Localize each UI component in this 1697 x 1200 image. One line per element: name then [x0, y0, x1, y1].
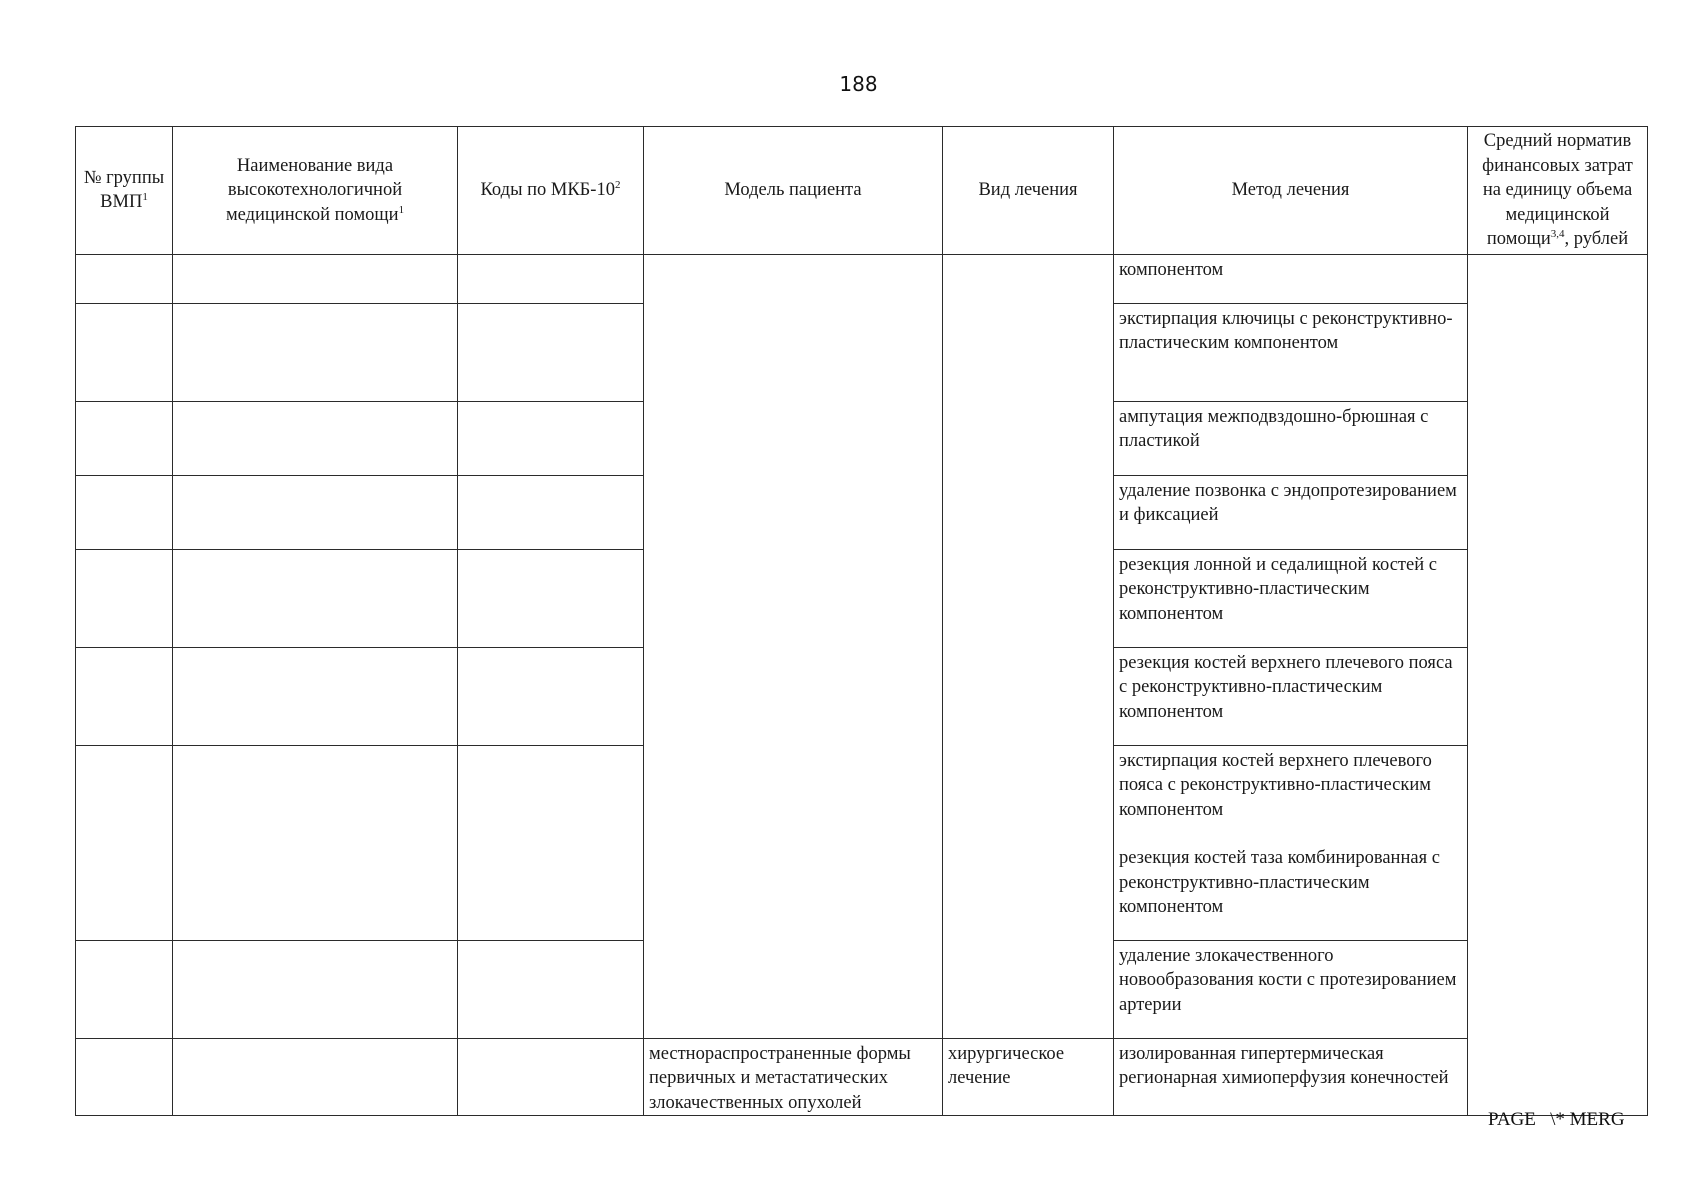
cell-group-no	[76, 1038, 173, 1116]
cell-vmp-name	[173, 745, 458, 940]
page-number: 188	[839, 72, 878, 96]
cell-group-no	[76, 647, 173, 745]
cell-icd-codes	[458, 940, 644, 1038]
vmp-table	[75, 126, 1648, 1116]
page-merge-field: PAGE \* MERG	[1488, 1109, 1625, 1130]
cell-treatment-type	[943, 254, 1114, 1038]
cell-treatment-method	[1114, 745, 1468, 940]
cell-patient-model	[644, 254, 943, 1038]
cell-group-no	[76, 401, 173, 475]
cell-group-no	[76, 475, 173, 549]
cell-vmp-name	[173, 254, 458, 303]
header-patient-model: Модель пациента	[644, 127, 943, 255]
cell-vmp-name	[173, 549, 458, 647]
cell-icd-codes	[458, 401, 644, 475]
method-text: резекция костей таза комбинированная с реконструктивно-пластическим компонентом	[1119, 848, 1440, 917]
header-cost-norm: Средний норматив финансовых затрат на единицу объема медицинской помощи$^{3,4}$, рублей	[1468, 127, 1648, 255]
cell-patient-model: местнораспространенные формы первичных и метастатических злокачественных опухолей	[644, 1038, 943, 1116]
cell-icd-codes	[458, 1038, 644, 1116]
cell-treatment-method: удаление позвонка с эндопротезированием и фиксацией	[1114, 475, 1468, 549]
table-row	[76, 254, 1648, 303]
cell-treatment-method: резекция костей верхнего плечевого пояса с реконструктивно-пластическим компонентом	[1114, 647, 1468, 745]
cell-vmp-name	[173, 303, 458, 401]
cell-treatment-method: ампутация межподвздошно-брюшная с пластикой	[1114, 401, 1468, 475]
cell-group-no	[76, 254, 173, 303]
header-treatment-type: Вид лечения	[943, 127, 1114, 255]
cell-group-no	[76, 549, 173, 647]
cell-treatment-type: хирургическое лечение	[943, 1038, 1114, 1116]
cell-group-no	[76, 303, 173, 401]
cell-icd-codes	[458, 254, 644, 303]
cell-cost-norm	[1468, 254, 1648, 1116]
cell-group-no	[76, 745, 173, 940]
cell-vmp-name	[173, 475, 458, 549]
cell-treatment-method: компонентом	[1114, 254, 1468, 303]
cell-vmp-name	[173, 940, 458, 1038]
method-gap	[1119, 822, 1462, 846]
cell-icd-codes	[458, 647, 644, 745]
header-treatment-method: Метод лечения	[1114, 127, 1468, 255]
cell-vmp-name	[173, 647, 458, 745]
cell-icd-codes	[458, 745, 644, 940]
table-header-row	[76, 127, 1648, 255]
header-vmp-name: Наименование вида высокотехнологичной медицинской помощи$^1$	[173, 127, 458, 255]
cell-icd-codes	[458, 303, 644, 401]
header-group-no: № группы ВМП$^1$	[76, 127, 173, 255]
cell-treatment-method: экстирпация ключицы с реконструктивно-пластическим компонентом	[1114, 303, 1468, 401]
cell-icd-codes	[458, 549, 644, 647]
cell-icd-codes	[458, 475, 644, 549]
cell-group-no	[76, 940, 173, 1038]
cell-treatment-method: изолированная гипертермическая регионарная химиоперфузия конечностей	[1114, 1038, 1468, 1116]
header-icd-codes: Коды по МКБ-$10^2$	[458, 127, 644, 255]
cell-treatment-method: резекция лонной и седалищной костей с реконструктивно-пластическим компонентом	[1114, 549, 1468, 647]
table-row	[76, 1038, 1648, 1116]
cell-vmp-name	[173, 1038, 458, 1116]
cell-treatment-method: удаление злокачественного новообразования кости с протезированием артерии	[1114, 940, 1468, 1038]
cell-vmp-name	[173, 401, 458, 475]
method-text: экстирпация костей верхнего плечевого пояса с реконструктивно-пластическим компонентом	[1119, 750, 1432, 820]
